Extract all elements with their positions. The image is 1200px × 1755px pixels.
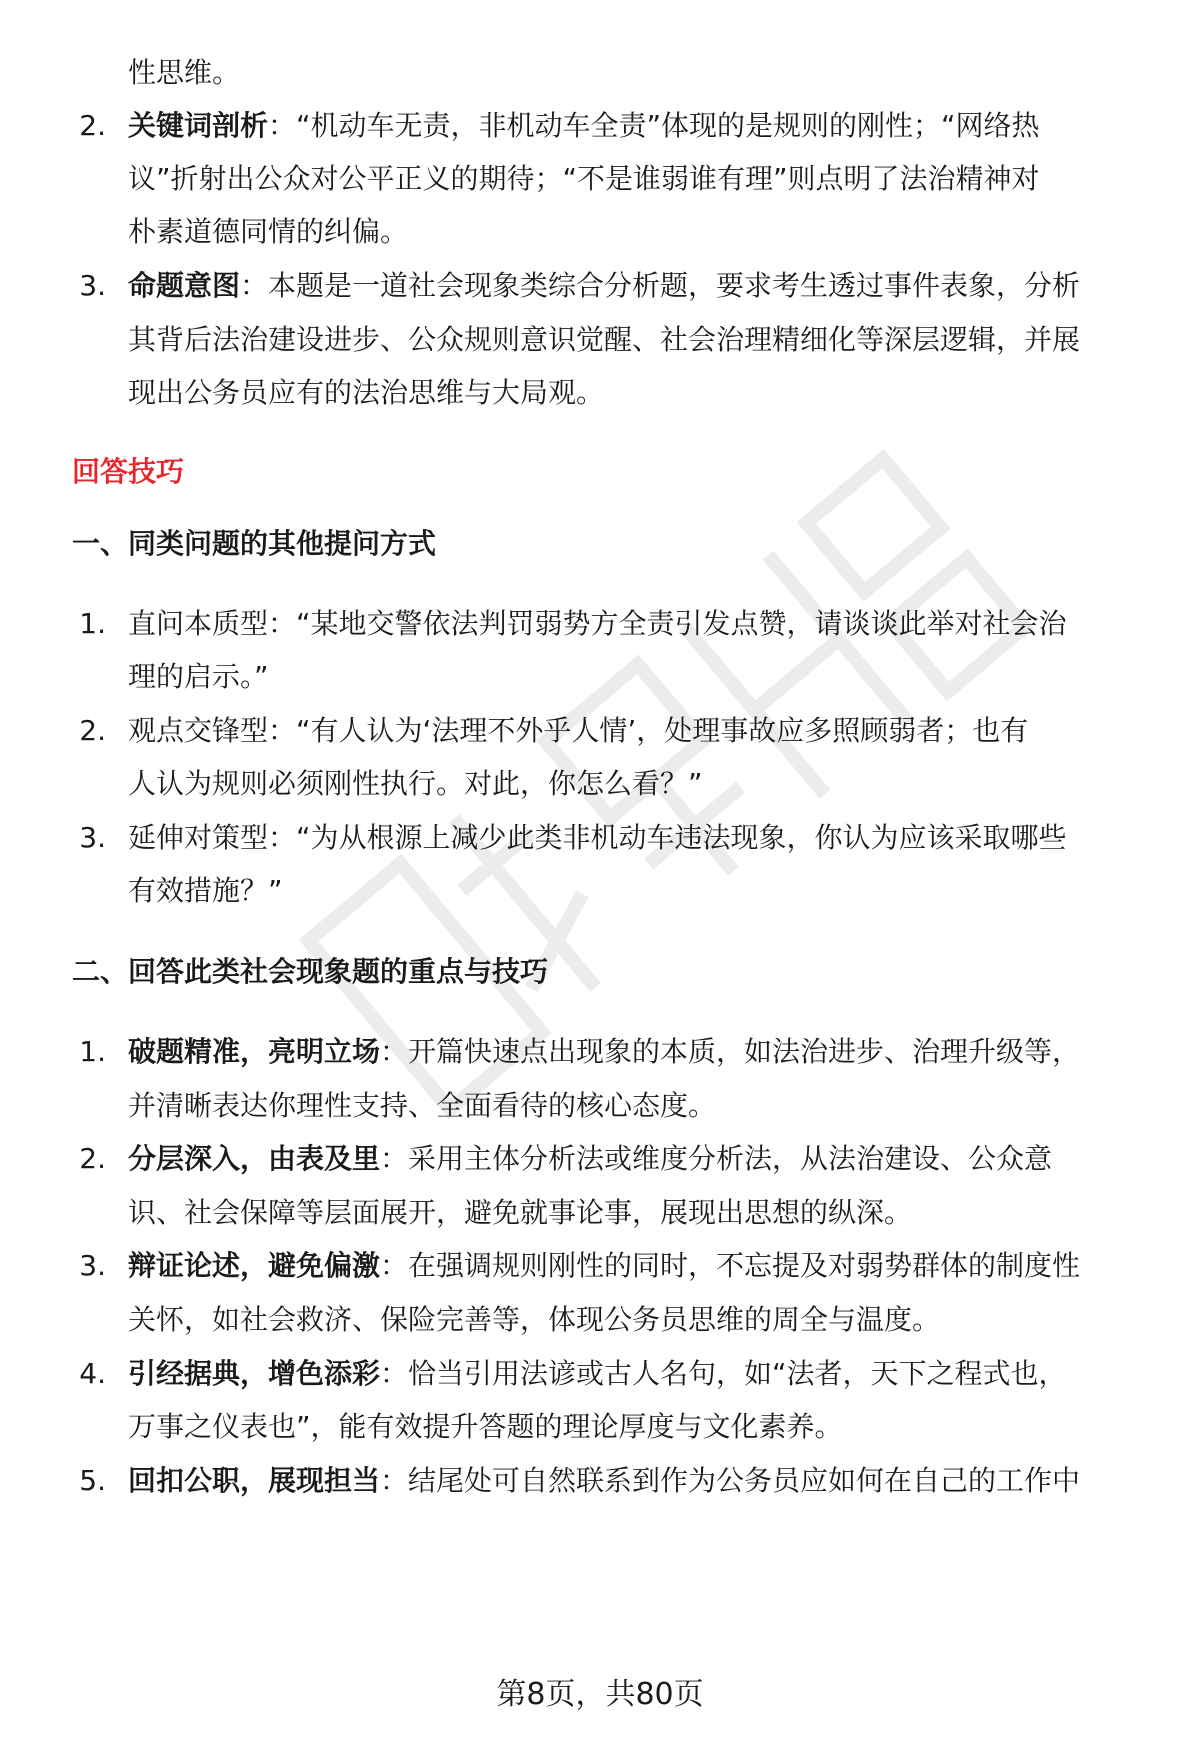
tip-title: 分层深入，由表及里 xyxy=(128,1142,381,1175)
list-item-line: 识、社会保障等层面展开，避免就事论事，展现出思想的纵深。 xyxy=(128,1196,913,1229)
list-num: 3. xyxy=(79,821,106,854)
list-num: 1. xyxy=(79,607,106,640)
analysis-title: 命题意图 xyxy=(128,269,241,302)
analysis-line: 朴素道德同情的纠偏。 xyxy=(128,215,409,248)
analysis-line: 命题意图：本题是一道社会现象类综合分析题，要求考生透过事件表象，分析 xyxy=(128,269,1081,302)
list-item-line: 并清晰表达你理性支持、全面看待的核心态度。 xyxy=(128,1089,717,1122)
analysis-line: 议”折射出公众对公平正义的期待；“不是谁弱谁有理”则点明了法治精神对 xyxy=(128,162,1040,195)
list-num: 4. xyxy=(79,1357,106,1390)
tip-title: 破题精准，亮明立场 xyxy=(128,1035,381,1068)
page-footer: 第8页，共80页 xyxy=(496,1677,704,1712)
list-num: 3. xyxy=(79,1249,106,1282)
analysis-line: 其背后法治建设进步、公众规则意识觉醒、社会治理精细化等深层逻辑，并展 xyxy=(128,323,1081,356)
list-item-line: 关怀，如社会救济、保险完善等，体现公务员思维的周全与温度。 xyxy=(128,1303,941,1336)
list-item-line: 有效措施？” xyxy=(128,874,283,907)
list-item-line: 理的启示。” xyxy=(128,660,269,693)
list-num: 1. xyxy=(79,1035,106,1068)
section-title: 回答技巧 xyxy=(72,455,185,488)
list-num: 2. xyxy=(79,1142,106,1175)
list-item-line: 万事之仪表也”，能有效提升答题的理论厚度与文化素养。 xyxy=(128,1410,843,1443)
list-item-line: 引经据典，增色添彩：恰当引用法谚或古人名句，如“法者，天下之程式也， xyxy=(128,1357,1067,1390)
tip-title: 辩证论述，避免偏激 xyxy=(128,1249,381,1282)
analysis-title: 关键词剖析 xyxy=(128,109,269,142)
part1-title: 一、同类问题的其他提问方式 xyxy=(72,527,437,560)
list-num: 5. xyxy=(79,1464,106,1497)
list-item-line: 回扣公职，展现担当：结尾处可自然联系到作为公务员应如何在自己的工作中 xyxy=(128,1464,1081,1497)
part2-title: 二、回答此类社会现象题的重点与技巧 xyxy=(72,955,549,988)
tip-title: 回扣公职，展现担当 xyxy=(128,1464,381,1497)
intro-tail: 性思维。 xyxy=(128,56,241,89)
analysis-num: 2. xyxy=(79,109,106,142)
list-item-line: 延伸对策型：“为从根源上减少此类非机动车违法现象，你认为应该采取哪些 xyxy=(128,821,1067,854)
list-item-line: 观点交锋型：“有人认为‘法理不外乎人情’，处理事故应多照顾弱者；也有 xyxy=(128,714,1029,747)
list-item-line: 辩证论述，避免偏激：在强调规则刚性的同时，不忘提及对弱势群体的制度性 xyxy=(128,1249,1081,1282)
analysis-line: 关键词剖析：“机动车无责，非机动车全责”体现的是规则的刚性；“网络热 xyxy=(128,109,1040,142)
tip-title: 引经据典，增色添彩 xyxy=(128,1357,381,1390)
list-item-line: 人认为规则必须刚性执行。对此，你怎么看？” xyxy=(128,767,703,800)
analysis-num: 3. xyxy=(79,269,106,302)
list-item-line: 直问本质型：“某地交警依法判罚弱势方全责引发点赞，请谈谈此举对社会治 xyxy=(128,607,1067,640)
list-num: 2. xyxy=(79,714,106,747)
list-item-line: 破题精准，亮明立场：开篇快速点出现象的本质，如法治进步、治理升级等， xyxy=(128,1035,1081,1068)
analysis-line: 现出公务员应有的法治思维与大局观。 xyxy=(128,376,605,409)
list-item-line: 分层深入，由表及里：采用主体分析法或维度分析法，从法治建设、公众意 xyxy=(128,1142,1053,1175)
